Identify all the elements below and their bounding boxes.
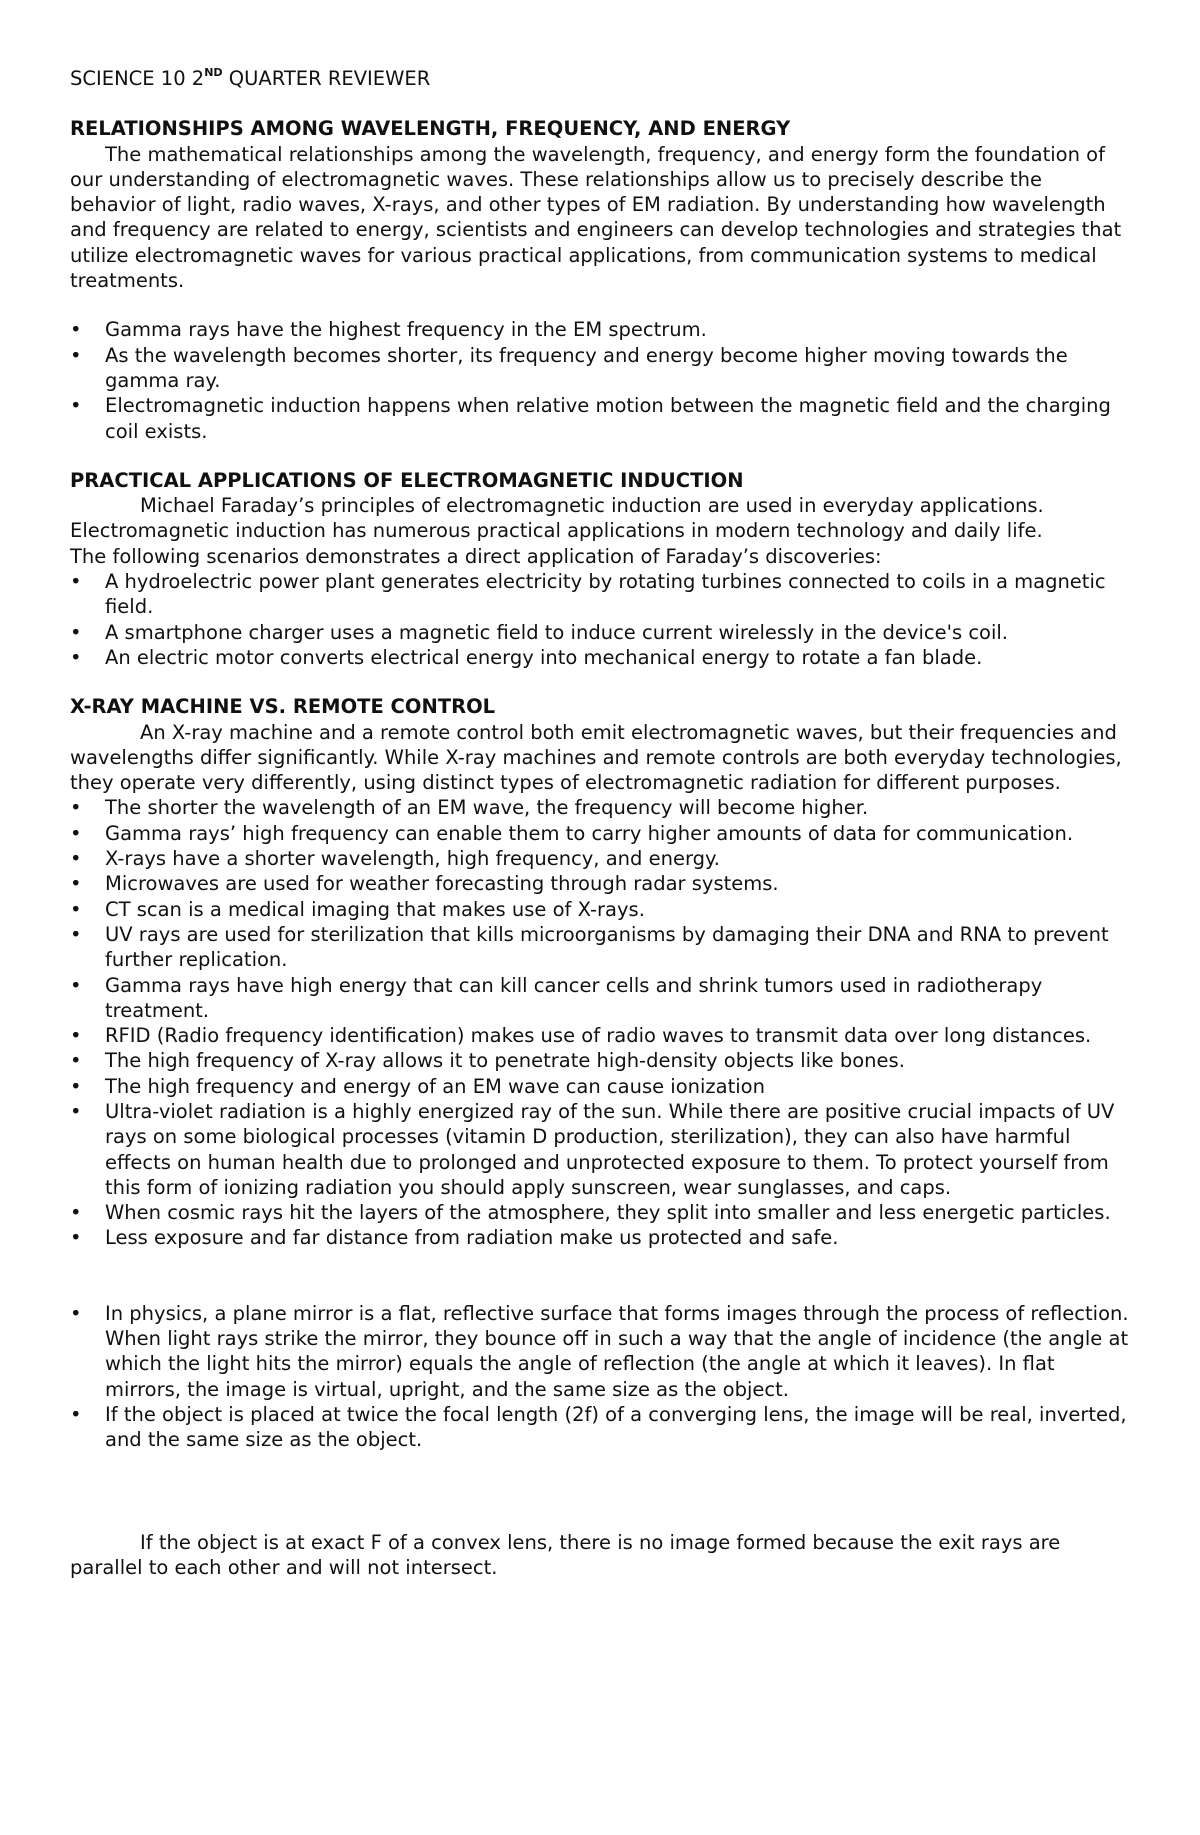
section-mirrors-lenses xyxy=(70,1301,1130,1453)
list-item: • An electric motor converts electrical energy into mechanical energy to rotate a fan blade. xyxy=(70,645,983,669)
section-paragraph: The mathematical relationships among the wavelength, frequency, and energy form the foundation of our understanding of electromagnetic waves. These relationships allow us to precisely describe the behavior of light, radio waves, X-rays, and other types of EM radiation. By understanding how wavelength and frequency are related to energy, scientists and engineers can develop technologies and strategies that utilize electromagnetic waves for various practical applications, from communication systems to medical treatments. xyxy=(70,142,1122,293)
list-item: • Ultra-violet radiation is a highly energized ray of the sun. While there are positive crucial impacts of UV rays on some biological processes (vitamin D production, sterilization), they can also have harmful effects on human health due to prolonged and unprotected exposure to them. To protect yourself from this form of ionizing radiation you should apply sunscreen, wear sunglasses, and caps. xyxy=(70,1099,1115,1199)
bullet-icon: • xyxy=(70,1049,82,1073)
list-item: • A smartphone charger uses a magnetic field to induce current wirelessly in the device's coil. xyxy=(70,620,1008,644)
list-item: • Gamma rays have the highest frequency in the EM spectrum. xyxy=(70,318,707,342)
list-item: • Less exposure and far distance from radiation make us protected and safe. xyxy=(70,1226,839,1250)
bullet-icon: • xyxy=(70,318,82,342)
bullet-icon: • xyxy=(70,645,82,669)
bullet-icon: • xyxy=(70,1074,82,1098)
list-item: • A hydroelectric power plant generates electricity by rotating turbines connected to coils in a magnetic field. xyxy=(70,570,1106,619)
section-heading: RELATIONSHIPS AMONG WAVELENGTH, FREQUENCY, AND ENERGY xyxy=(70,117,791,141)
section-heading: PRACTICAL APPLICATIONS OF ELECTROMAGNETIC INDUCTION xyxy=(70,468,744,492)
section-electromagnetic-induction xyxy=(70,468,1130,670)
list-item: • Gamma rays’ high frequency can enable them to carry higher amounts of data for communication. xyxy=(70,821,1074,845)
page-title: SCIENCE 10 2ND QUARTER REVIEWER xyxy=(70,66,431,90)
bullet-list xyxy=(70,569,1130,670)
list-item: • UV rays are used for sterilization that kills microorganisms by damaging their DNA and RNA to prevent further replication. xyxy=(70,922,1109,972)
bullet-icon: • xyxy=(70,922,82,946)
section-intro: The following scenarios demonstrates a direct application of Faraday’s discoveries: xyxy=(70,544,882,568)
bullet-icon: • xyxy=(70,1099,82,1123)
bullet-icon: • xyxy=(70,1402,82,1426)
section-xray-vs-remote xyxy=(70,694,1130,1251)
section-paragraph: An X-ray machine and a remote control both emit electromagnetic waves, but their frequencies and wavelengths differ significantly. While X-ray machines and remote controls are both everyday technologies, they operate very differently, using distinct types of electromagnetic radiation for different purposes. xyxy=(70,720,1122,795)
section-wavelength-frequency-energy xyxy=(70,116,1130,444)
bullet-icon: • xyxy=(70,872,82,896)
list-item: • Gamma rays have high energy that can kill cancer cells and shrink tumors used in radiotherapy treatment. xyxy=(70,973,1043,1022)
bullet-icon: • xyxy=(70,570,82,594)
list-item: • When cosmic rays hit the layers of the atmosphere, they split into smaller and less energetic particles. xyxy=(70,1201,1111,1225)
list-item: • Electromagnetic induction happens when relative motion between the magnetic field and the charging coil exists. xyxy=(70,394,1111,443)
list-item: • CT scan is a medical imaging that makes use of X-rays. xyxy=(70,897,645,921)
list-item: • In physics, a plane mirror is a flat, reflective surface that forms images through the process of reflection. When light rays strike the mirror, they bounce off in such a way that the angle of incidence (the angle at which the light hits the mirror) equals the angle of reflection (the angle at which it leaves). In flat mirrors, the image is virtual, upright, and the same size as the object. xyxy=(70,1301,1129,1401)
list-item: • Microwaves are used for weather forecasting through radar systems. xyxy=(70,872,779,896)
list-item: • The high frequency and energy of an EM wave can cause ionization xyxy=(70,1074,765,1098)
bullet-icon: • xyxy=(70,1226,82,1250)
list-item: • X-rays have a shorter wavelength, high frequency, and energy. xyxy=(70,847,720,871)
list-item: • The high frequency of X-ray allows it to penetrate high-density objects like bones. xyxy=(70,1049,905,1073)
bullet-icon: • xyxy=(70,1201,82,1225)
list-item: • The shorter the wavelength of an EM wave, the frequency will become higher. xyxy=(70,796,869,820)
bullet-icon: • xyxy=(70,1024,82,1048)
bullet-list xyxy=(70,317,1130,443)
bullet-icon: • xyxy=(70,973,82,997)
section-paragraph: Michael Faraday’s principles of electromagnetic induction are used in everyday applications. Electromagnetic induction has numerous practical applications in modern technology and daily life. xyxy=(70,494,1044,543)
bullet-icon: • xyxy=(70,394,82,418)
closing-paragraph: If the object is at exact F of a convex lens, there is no image formed because the exit rays are parallel to each other and will not intersect. xyxy=(70,1530,1061,1579)
list-item: • As the wavelength becomes shorter, its frequency and energy become higher moving towards the gamma ray. xyxy=(70,343,1068,392)
bullet-icon: • xyxy=(70,796,82,820)
bullet-icon: • xyxy=(70,897,82,921)
bullet-icon: • xyxy=(70,620,82,644)
section-heading: X-RAY MACHINE VS. REMOTE CONTROL xyxy=(70,695,496,719)
bullet-icon: • xyxy=(70,343,82,367)
bullet-icon: • xyxy=(70,847,82,871)
bullet-icon: • xyxy=(70,821,82,845)
bullet-list xyxy=(70,795,1130,1250)
bullet-list xyxy=(70,1301,1130,1453)
bullet-icon: • xyxy=(70,1301,82,1325)
title-superscript: ND xyxy=(204,66,223,79)
list-item: • If the object is placed at twice the focal length (2f) of a converging lens, the image will be real, inverted, and the same size as the object. xyxy=(70,1402,1127,1452)
list-item: • RFID (Radio frequency identification) makes use of radio waves to transmit data over long distances. xyxy=(70,1024,1092,1048)
